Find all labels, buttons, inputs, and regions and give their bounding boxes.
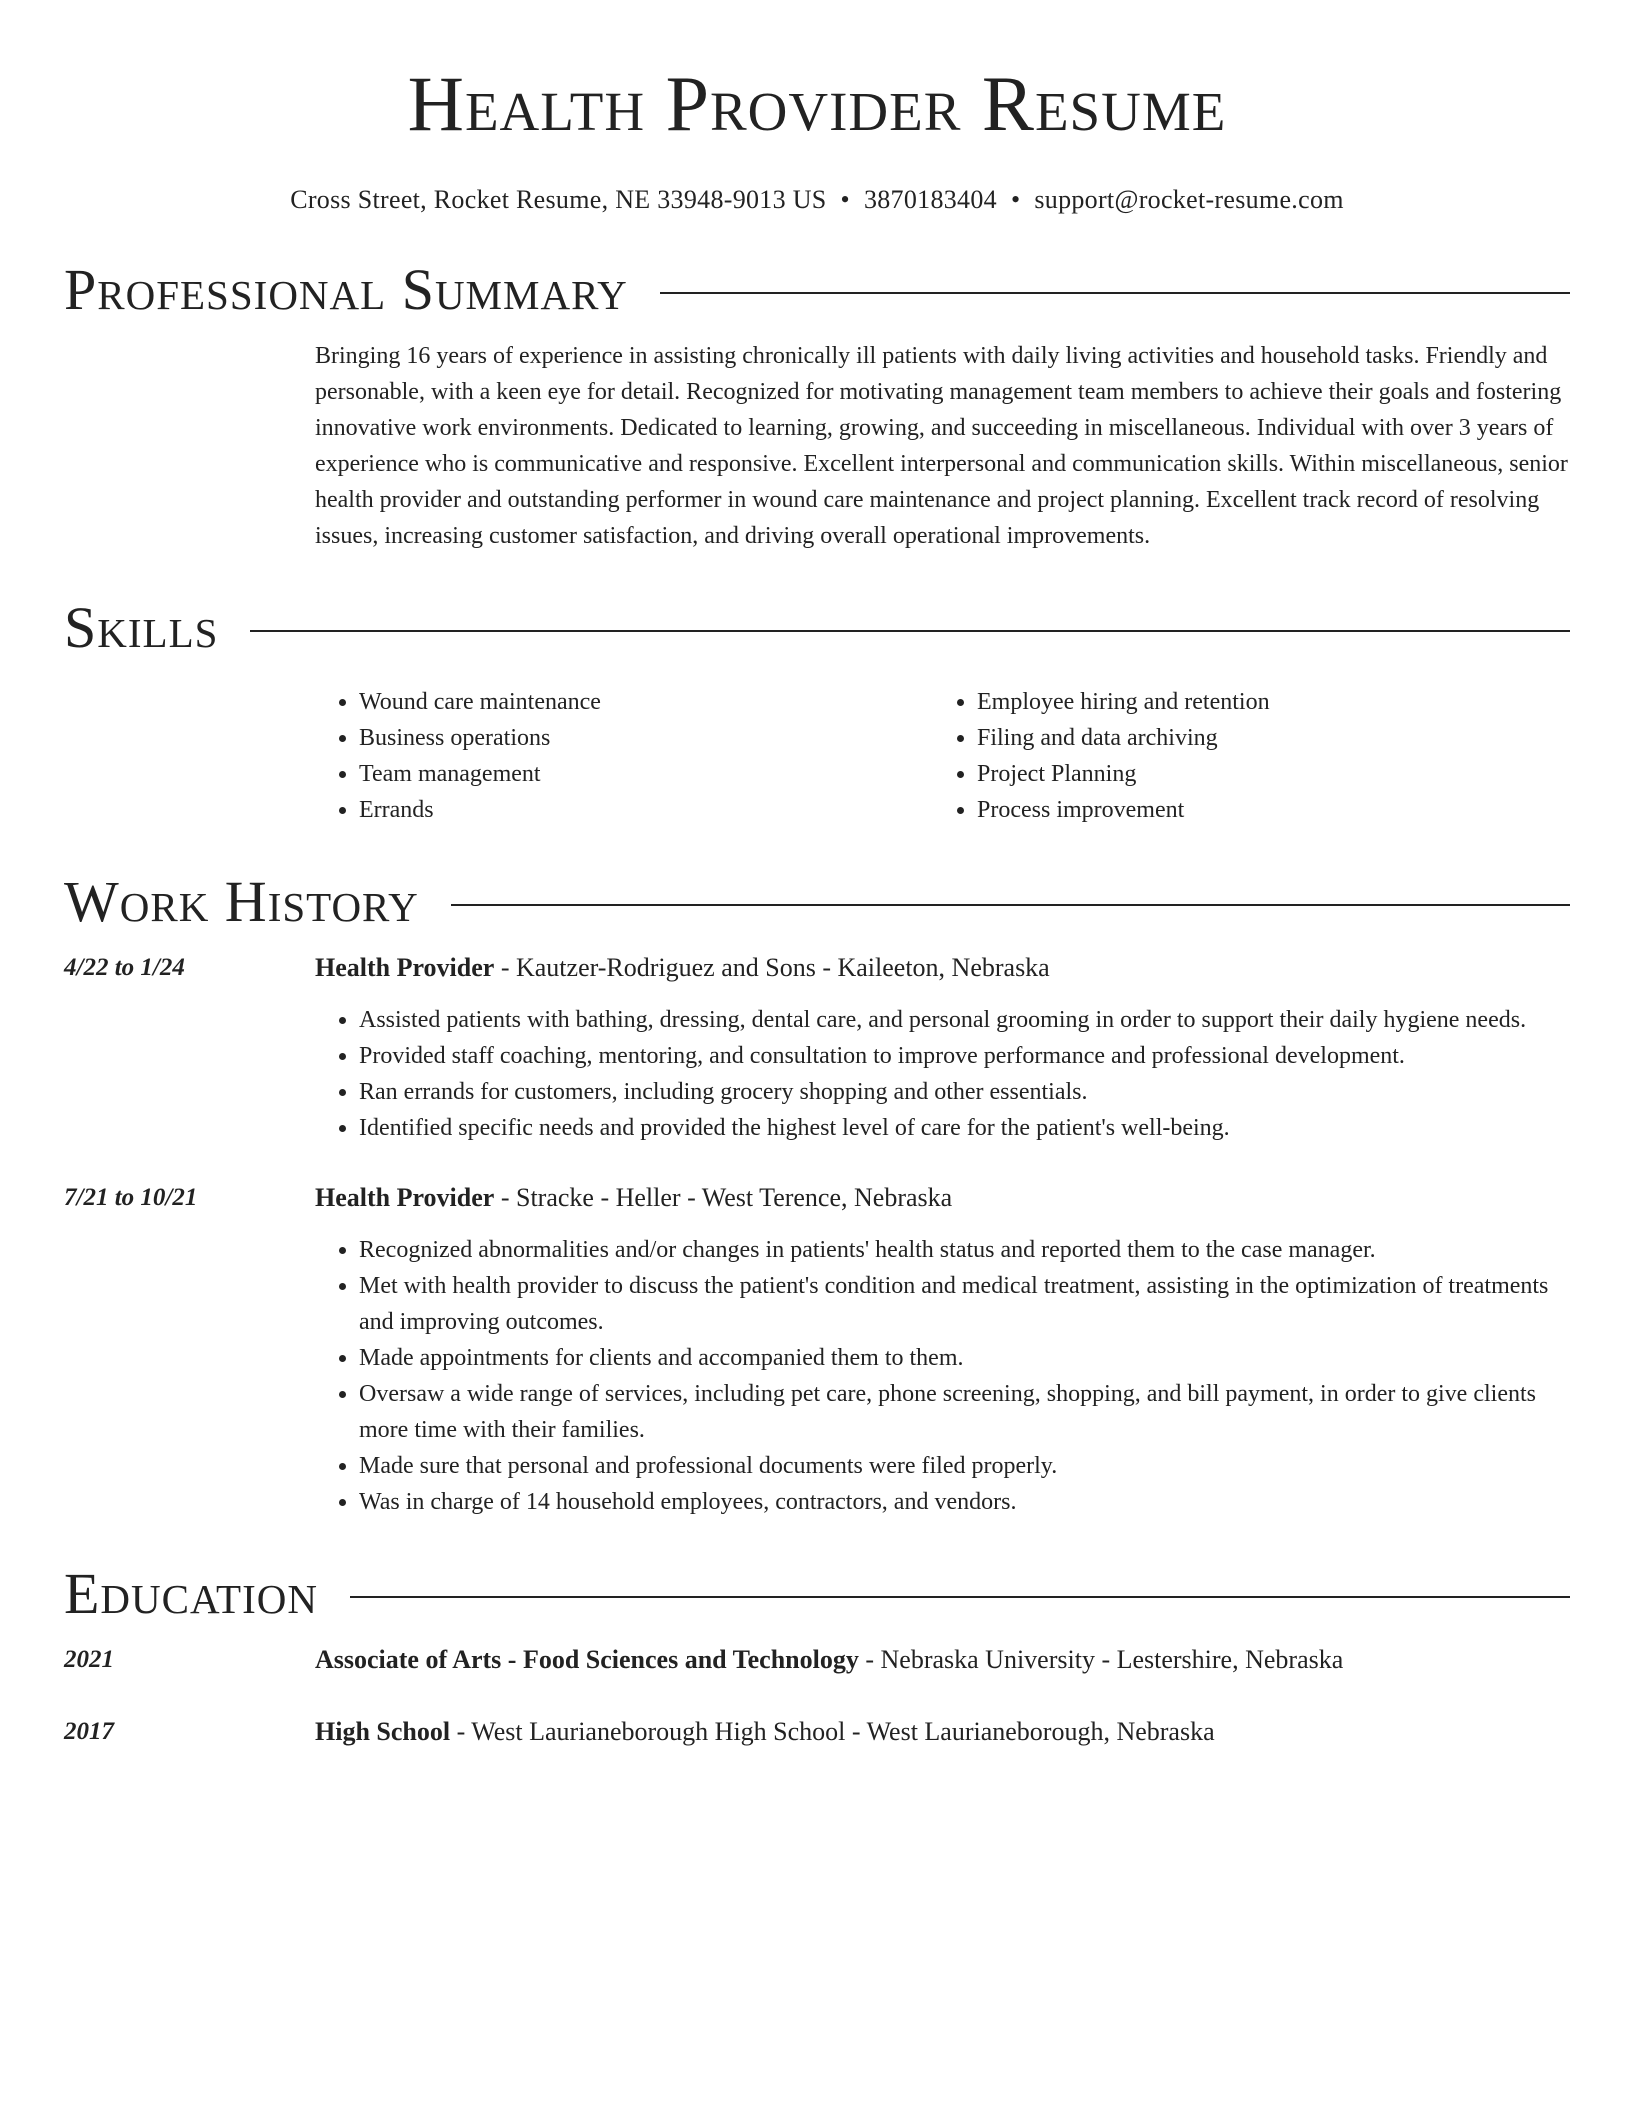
education-heading: Education	[64, 1561, 318, 1626]
contact-address: Cross Street, Rocket Resume, NE 33948-9013 US	[290, 185, 827, 214]
contact-separator: •	[1010, 185, 1021, 214]
job-bullets	[315, 1002, 1570, 1146]
work-section-header	[64, 870, 1570, 934]
job-bullet: • Ran errands for customers, including grocery shopping and other essentials.	[359, 1074, 1570, 1110]
job-bullet: • Met with health provider to discuss the patient's condition and medical treatment, assisting in the optimization of treatments and improving outcomes.	[359, 1268, 1570, 1340]
education-year: 2017	[64, 1718, 114, 1745]
education-year: 2021	[64, 1646, 114, 1673]
summary-text: Bringing 16 years of experience in assisting chronically ill patients with daily living activities and household tasks. Friendly and personable, with a keen eye for detail. Recognized for motivating management team members to achieve their goals and fostering innovative work environments. Dedicated to learning, growing, and succeeding in miscellaneous. Individual with over 3 years of experience who is communicative and responsive. Excellent interpersonal and communication skills. Within miscellaneous, senior health provider and outstanding performer in wound care maintenance and project planning. Excellent track record of resolving issues, increasing customer satisfaction, and driving overall operational improvements.	[315, 343, 1568, 549]
section-divider	[451, 904, 1570, 906]
work-heading: Work History	[64, 869, 419, 934]
job-bullet: • Oversaw a wide range of services, including pet care, phone screening, shopping, and bill payment, in order to give clients more time with their families.	[359, 1376, 1570, 1448]
contact-phone: 3870183404	[863, 185, 997, 214]
section-divider	[350, 1596, 1570, 1598]
job-bullet: • Made appointments for clients and accompanied them to them.	[359, 1340, 1570, 1376]
skill-item: • Employee hiring and retention	[977, 684, 1551, 720]
contact-email: support@rocket-resume.com	[1034, 185, 1344, 214]
education-section-header	[64, 1562, 1570, 1626]
education-entry	[64, 1642, 1570, 1678]
skill-item: • Filing and data archiving	[977, 720, 1551, 756]
job-entry	[64, 1180, 1570, 1520]
section-divider	[250, 630, 1570, 632]
job-content	[315, 1180, 1570, 1520]
job-employer: - Kautzer-Rodriguez and Sons - Kaileeton, Nebraska	[494, 953, 1050, 982]
job-content	[315, 950, 1570, 1146]
job-title: Health Provider	[315, 1183, 495, 1212]
education-school: - West Laurianeborough High School - West Laurianeborough, Nebraska	[450, 1717, 1215, 1746]
job-employer: - Stracke - Heller - West Terence, Nebraska	[494, 1183, 953, 1212]
job-bullet: • Recognized abnormalities and/or changes in patients' health status and reported them to the case manager.	[359, 1232, 1570, 1268]
skills-heading: Skills	[64, 595, 219, 660]
summary-heading: Professional Summary	[64, 257, 628, 322]
job-headline	[315, 950, 1570, 986]
job-bullets	[315, 1232, 1570, 1520]
summary-section-header	[64, 258, 1570, 322]
resume-page	[64, 0, 1570, 1750]
skill-item: • Project Planning	[977, 756, 1551, 792]
skill-item: • Team management	[359, 756, 933, 792]
education-school: - Nebraska University - Lestershire, Nebraska	[858, 1645, 1344, 1674]
skill-item: • Errands	[359, 792, 933, 828]
job-bullet: • Made sure that personal and professional documents were filed properly.	[359, 1448, 1570, 1484]
education-degree: High School	[315, 1717, 451, 1746]
resume-title: Health Provider Resume	[407, 60, 1227, 147]
job-dates: 4/22 to 1/24	[64, 954, 185, 981]
skills-section-header	[64, 596, 1570, 660]
skills-column-right	[933, 684, 1551, 828]
education-degree: Associate of Arts - Food Sciences and Technology	[315, 1645, 859, 1674]
skills-list	[315, 684, 1570, 828]
skill-item: • Wound care maintenance	[359, 684, 933, 720]
contact-separator: •	[840, 185, 850, 214]
section-divider	[660, 292, 1570, 294]
job-bullet: • Was in charge of 14 household employees, contractors, and vendors.	[359, 1484, 1570, 1520]
education-entry	[64, 1714, 1570, 1750]
job-dates: 7/21 to 10/21	[64, 1184, 198, 1211]
skills-column-left	[315, 684, 933, 828]
job-bullet: • Assisted patients with bathing, dressing, dental care, and personal grooming in order to support their daily hygiene needs.	[359, 1002, 1570, 1038]
skill-item: • Process improvement	[977, 792, 1551, 828]
education-headline	[315, 1714, 1570, 1750]
job-title: Health Provider	[315, 953, 495, 982]
job-bullet: • Provided staff coaching, mentoring, and consultation to improve performance and professional development.	[359, 1038, 1570, 1074]
contact-line	[64, 184, 1570, 216]
education-headline	[315, 1642, 1570, 1678]
job-bullet: • Identified specific needs and provided the highest level of care for the patient's well-being.	[359, 1110, 1570, 1146]
skill-item: • Business operations	[359, 720, 933, 756]
job-entry	[64, 950, 1570, 1146]
job-headline	[315, 1180, 1570, 1216]
